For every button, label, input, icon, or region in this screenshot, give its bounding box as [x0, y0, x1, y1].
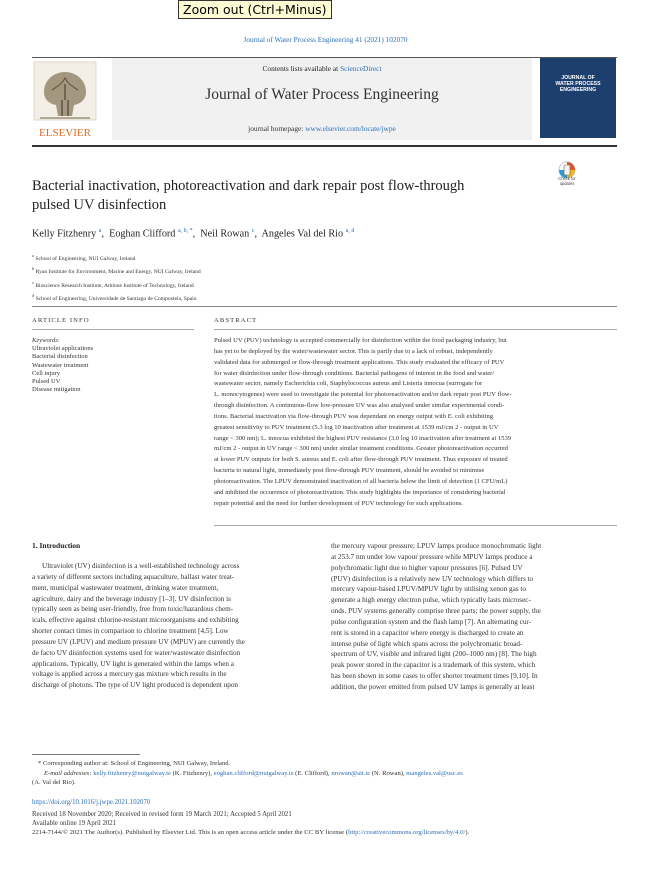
homepage-line: journal homepage: www.elsevier.com/locate/jwpe	[248, 124, 396, 133]
abstract-rule	[214, 329, 617, 330]
header-bottom-rule	[32, 145, 617, 147]
license-link[interactable]: http://creativecommons.org/licenses/by/4.0/	[348, 829, 466, 836]
journal-title: Journal of Water Process Engineering	[205, 86, 439, 103]
author-name: Kelly Fitzhenry	[32, 228, 97, 240]
homepage-link[interactable]: www.elsevier.com/locate/jwpe	[305, 124, 396, 133]
footnote-rule	[32, 754, 140, 755]
abstract-end-rule	[214, 525, 617, 526]
abstract-heading: ABSTRACT	[214, 317, 258, 324]
keyword-item: Cell injury	[32, 369, 60, 377]
sciencedirect-link[interactable]: ScienceDirect	[340, 64, 382, 73]
zoom-out-tooltip: Zoom out (Ctrl+Minus)	[178, 0, 332, 19]
keyword-item: Disease mitigation	[32, 386, 81, 394]
crossmark-label: Check for updates	[558, 176, 576, 186]
footnote: * Corresponding author at: School of Engineering, NUI Galway, Ireland. E-mail addresses: kelly.fitzhenry@nuigalway.ie (K. Fitzhenry), eoghan.clifford@nuigalway.ie (E. Clifford), nrowan@ait.ie (N. Rowan), mangeles.val@usc.es (A. Val del Rio).	[32, 760, 463, 787]
journal-cover-title: JOURNAL OF WATER PROCESS ENGINEERING	[555, 75, 601, 94]
affiliation-item: $^c$ Bioscience Research Institute, Athlone Institute of Technology, Ireland	[32, 279, 194, 289]
author-list: Kelly Fitzhenry $^a$, Eoghan Clifford $^{a, b, *}$, Neil Rowan $^c$, Angeles Val del Rio $^{a, d}$	[32, 228, 355, 240]
author-name: Neil Rowan	[200, 228, 250, 240]
introduction-heading: 1. Introduction	[32, 541, 81, 550]
email-link[interactable]: nrowan@ait.ie	[331, 769, 371, 777]
keyword-item: Ultraviolet applications	[32, 345, 94, 353]
affiliation-item: $^b$ Ryan Institute for Environment, Marine and Energy, NUI Galway, Ireland	[32, 266, 201, 276]
body-column-left: Ultraviolet (UV) disinfection is a well-established technology across a variety of different sectors including aquaculture, ballast water treat- ment, municipal wastewater treatment, drinking water treatment, agriculture, dairy and the beverage industry [1–3]. UV disinfection is typically seen as being user-friendly, free from toxic/hazardous chem- icals, effective against chlorine-resistant microorganisms and exhibiting shorter contact times in comparison to chlorine treatment [4,5]. Low pressure UV (LPUV) and medium pressure UV (MPUV) are currently the de facto UV disinfection systems used for water/wastewater disinfection applications. Typically, UV light is generated within the lamps when a voltage is applied across a mercury gas mixture which results in the discharge of photons. The type of UV light produced is dependent upon	[32, 562, 245, 690]
journal-cover	[540, 58, 616, 138]
keyword-item: Wastewater treatment	[32, 361, 89, 369]
journal-citation[interactable]: Journal of Water Process Engineering 41 (2021) 102070	[243, 35, 408, 44]
author-name: Eoghan Clifford	[109, 228, 176, 240]
affiliation-item: $^d$ School of Engineering, Universidade de Santiago de Compostela, Spain	[32, 293, 197, 302]
keyword-item: Pulsed UV	[32, 378, 61, 386]
elsevier-logo	[32, 60, 98, 140]
keyword-item: Bacterial disinfection	[32, 353, 88, 361]
email-link[interactable]: mangeles.val@usc.es	[406, 769, 463, 777]
article-dates: Received 18 November 2020; Received in revised form 19 March 2021; Accepted 5 April 2021 Available online 19 April 2021	[32, 811, 292, 828]
article-info-heading: ARTICLE INFO	[32, 317, 90, 324]
article-info-rule	[32, 329, 194, 330]
contents-line: Contents lists available at ScienceDirect	[262, 64, 382, 73]
keywords-list: Keywords: Ultraviolet applications Bacterial disinfection Wastewater treatment Cell injury Pulsed UV Disease mitigation	[32, 337, 94, 394]
author-name: Angeles Val del Rio	[261, 228, 344, 240]
abstract-body: Pulsed UV (PUV) technology is accepted commercially for disinfection within the food packaging industry, but has yet to be deployed by the water/wastewater sector. This is partly due to a lack of robust, independently validated data for submerged or flow-through treatment applications. This study evaluated the efficacy of PUV for water disinfection under flow-through conditions. Bacterial pathogens of interest in the food and water/ wastewater sector, namely Escherichia coli, Staphylococcus aureus and Listeria innocua (surrogate for L. monocytogenes) were used to investigate the potential for photoreactivation and/or dark repair post PUV flow- through disinfection. A continuous-flow low-pressure UV was also analysed under similar experimental condi- tions. Bacterial inactivation via flow-through PUV was dependant on energy output with E. coli exhibiting greatest sensitivity to PUV treatment (5.3 log 10 inactivation after treatment at 1539 mJ/cm 2 - output in UV range < 300 nm); L. innocua exhibited the highest PUV resistance (3.0 log 10 inactivation after treatment at 1539 mJ/cm 2 - output in UV range < 300 nm) under similar treatment conditions. Greater photoreactivation occurred at lower PUV outputs for both S. aureus and E. coli after flow-through PUV treatment. Thus exposure of treated bacteria to natural light, immediately post flow-through PUV treatment, should be avoided to minimise photoreactivation. The LPUV demonstrated inactivation of all bacteria below the limit of detection (1 CFU/mL) and inhibited the occurrence of photoreactivation. This study highlights the importance of considering bacterial repair potential and the need for further development of PUV technology for such applications.	[214, 337, 512, 507]
section-divider	[32, 306, 617, 307]
doi-link[interactable]: https://doi.org/10.1016/j.jwpe.2021.102070	[32, 799, 151, 806]
body-column-right: the mercury vapour pressure; LPUV lamps produce monochromatic light at 253.7 nm under low vapour pressure while MPUV lamps produce a polychromatic light due to higher vapour pressures [6]. Pulsed UV (PUV) disinfection is a relatively new UV technology which differs to mercury vapour-based LPUV/MPUV light by utilising xenon gas to generate a high energy electron pulse, which typically lasts microsec- onds. PUV systems generally comprise three parts; the power supply, the pulse configuration system and the flash lamp [7]. An alternating cur- rent is stored in a capacitor where energy is discharged to create an intense pulse of light which spans across the polychromatic broad- spectrum of UV, visible and infrared light (200–1000 nm) [8]. The high peak power stored in the capacitor is a trademark of this system, which has been shown in some cases to offer shorter treatment times [9,10]. In addition, the power emitted from pulsed UV lamps is generally at least	[331, 542, 542, 691]
affiliation-item: $^a$ School of Engineering, NUI Galway, Ireland	[32, 253, 136, 262]
email-link[interactable]: kelly.fitzhenry@nuigalway.ie	[93, 769, 171, 777]
license-line: 2214-7144/© 2021 The Author(s). Published by Elsevier Ltd. This is an open access article under the CC BY license (http://creativecommons.org/licenses/by/4.0/).	[32, 829, 470, 836]
publisher-name: ELSEVIER	[39, 127, 91, 139]
paper-title: Bacterial inactivation, photoreactivation and dark repair post flow-through pulsed UV disinfection	[32, 178, 465, 213]
email-link[interactable]: eoghan.clifford@nuigalway.ie	[213, 769, 294, 777]
affiliations	[32, 251, 201, 304]
